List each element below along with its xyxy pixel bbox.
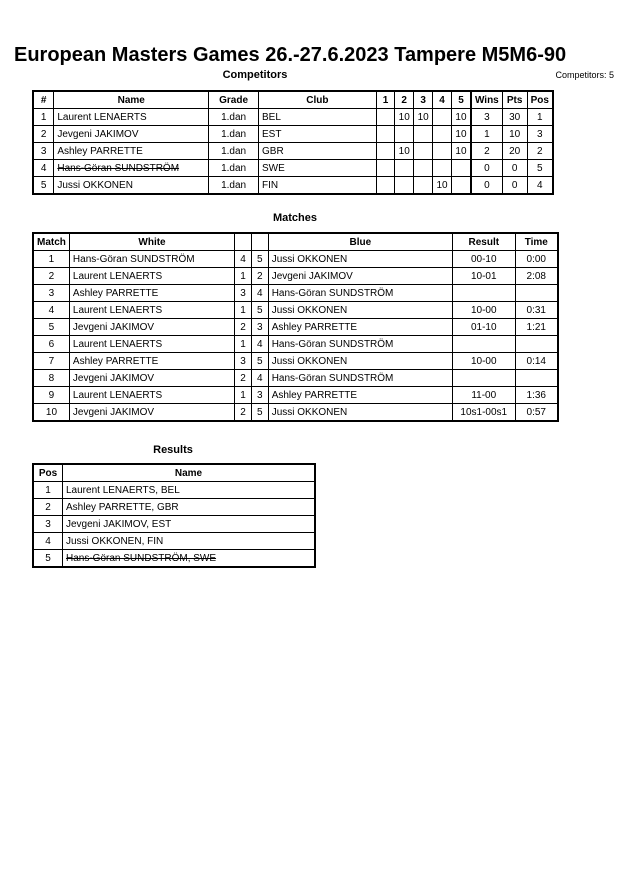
table-row (33, 533, 315, 550)
result-name: Jevgeni JAKIMOV, EST (63, 516, 316, 533)
results-heading: Results (153, 444, 193, 456)
table-row (33, 550, 315, 568)
round-score (433, 160, 452, 177)
match-number: 2 (33, 268, 69, 285)
table-row (33, 499, 315, 516)
result-name: Hans-Göran SUNDSTRÖM, SWE (63, 550, 316, 568)
points: 0 (502, 177, 527, 195)
table-row (33, 353, 558, 370)
round-score (452, 177, 471, 195)
match-number: 3 (33, 285, 69, 302)
wins: 3 (471, 109, 502, 126)
white-competitor: Jevgeni JAKIMOV (69, 370, 234, 387)
col-header: Name (63, 464, 316, 482)
competitor-club: BEL (259, 109, 377, 126)
points: 20 (502, 143, 527, 160)
blue-number: 2 (251, 268, 268, 285)
competitor-name: Laurent LENAERTS (54, 109, 209, 126)
round-score: 10 (433, 177, 452, 195)
page-title: European Masters Games 26.-27.6.2023 Tampere M5M6-90 (14, 44, 567, 66)
match-result: 01-10 (452, 319, 515, 336)
white-competitor: Ashley PARRETTE (69, 353, 234, 370)
competitor-grade: 1.dan (209, 177, 259, 195)
result-position: 4 (33, 533, 63, 550)
match-number: 6 (33, 336, 69, 353)
blue-competitor: Jussi OKKONEN (268, 353, 452, 370)
col-header: Blue (268, 233, 452, 251)
competitor-count: Competitors: 5 (555, 70, 614, 80)
col-header: Pts (502, 91, 527, 109)
blue-number: 4 (251, 336, 268, 353)
match-result: 10-01 (452, 268, 515, 285)
col-header: 3 (414, 91, 433, 109)
table-row (33, 251, 558, 268)
position: 4 (527, 177, 553, 195)
match-number: 8 (33, 370, 69, 387)
match-result: 10-00 (452, 302, 515, 319)
competitors-heading: Competitors (222, 69, 288, 81)
blue-number: 5 (251, 353, 268, 370)
round-score (395, 160, 414, 177)
white-competitor: Jevgeni JAKIMOV (69, 404, 234, 422)
blue-number: 3 (251, 387, 268, 404)
blue-competitor: Jussi OKKONEN (268, 251, 452, 268)
blue-competitor: Jussi OKKONEN (268, 404, 452, 422)
blue-competitor: Hans-Göran SUNDSTRÖM (268, 370, 452, 387)
col-header: 2 (395, 91, 414, 109)
white-number: 2 (235, 319, 252, 336)
match-number: 10 (33, 404, 69, 422)
match-time: 1:36 (515, 387, 558, 404)
match-result (452, 336, 515, 353)
match-time (515, 336, 558, 353)
white-competitor: Ashley PARRETTE (69, 285, 234, 302)
wins: 0 (471, 160, 502, 177)
result-name: Jussi OKKONEN, FIN (63, 533, 316, 550)
table-row (33, 109, 553, 126)
match-number: 7 (33, 353, 69, 370)
white-number: 1 (235, 336, 252, 353)
blue-number: 4 (251, 285, 268, 302)
match-time (515, 285, 558, 302)
results-table (32, 463, 316, 568)
round-score (376, 160, 395, 177)
competitor-grade: 1.dan (209, 160, 259, 177)
table-row (33, 160, 553, 177)
match-number: 1 (33, 251, 69, 268)
round-score (433, 126, 452, 143)
round-score (433, 109, 452, 126)
match-result: 00-10 (452, 251, 515, 268)
col-header: Pos (33, 464, 63, 482)
table-row (33, 370, 558, 387)
table-row (33, 387, 558, 404)
col-header: Result (452, 233, 515, 251)
match-time: 1:21 (515, 319, 558, 336)
competitor-club: FIN (259, 177, 377, 195)
competitors-table (32, 90, 554, 195)
round-score (414, 126, 433, 143)
wins: 0 (471, 177, 502, 195)
table-row (33, 302, 558, 319)
round-score (452, 160, 471, 177)
competitor-name: Jevgeni JAKIMOV (54, 126, 209, 143)
match-time: 0:00 (515, 251, 558, 268)
white-number: 1 (235, 302, 252, 319)
round-score (395, 126, 414, 143)
blue-competitor: Jevgeni JAKIMOV (268, 268, 452, 285)
round-score (395, 177, 414, 195)
matches-table (32, 232, 559, 422)
round-score (433, 143, 452, 160)
match-result (452, 285, 515, 302)
col-header: 4 (433, 91, 452, 109)
white-number: 2 (235, 370, 252, 387)
blue-number: 5 (251, 404, 268, 422)
table-row (33, 177, 553, 195)
position: 5 (527, 160, 553, 177)
match-time: 0:57 (515, 404, 558, 422)
blue-number: 5 (251, 302, 268, 319)
white-competitor: Hans-Göran SUNDSTRÖM (69, 251, 234, 268)
position: 2 (527, 143, 553, 160)
blue-competitor: Hans-Göran SUNDSTRÖM (268, 285, 452, 302)
row-number: 2 (33, 126, 54, 143)
match-result: 11-00 (452, 387, 515, 404)
col-header: 5 (452, 91, 471, 109)
competitor-grade: 1.dan (209, 126, 259, 143)
row-number: 4 (33, 160, 54, 177)
col-header: Club (259, 91, 377, 109)
table-row (33, 143, 553, 160)
row-number: 1 (33, 109, 54, 126)
round-score: 10 (414, 109, 433, 126)
round-score (414, 143, 433, 160)
white-competitor: Laurent LENAERTS (69, 336, 234, 353)
match-time: 2:08 (515, 268, 558, 285)
round-score (376, 143, 395, 160)
blue-competitor: Jussi OKKONEN (268, 302, 452, 319)
competitor-name: Hans-Göran SUNDSTRÖM (54, 160, 209, 177)
white-number: 4 (235, 251, 252, 268)
white-competitor: Laurent LENAERTS (69, 302, 234, 319)
wins: 2 (471, 143, 502, 160)
blue-competitor: Ashley PARRETTE (268, 319, 452, 336)
position: 3 (527, 126, 553, 143)
table-row (33, 126, 553, 143)
table-row (33, 516, 315, 533)
points: 10 (502, 126, 527, 143)
table-row (33, 268, 558, 285)
competitor-club: SWE (259, 160, 377, 177)
result-position: 1 (33, 482, 63, 499)
competitor-grade: 1.dan (209, 143, 259, 160)
white-number: 1 (235, 387, 252, 404)
col-header: Grade (209, 91, 259, 109)
match-number: 9 (33, 387, 69, 404)
match-result: 10s1-00s1 (452, 404, 515, 422)
col-header: 1 (376, 91, 395, 109)
col-header (235, 233, 252, 251)
round-score: 10 (395, 109, 414, 126)
col-header: White (69, 233, 234, 251)
competitor-grade: 1.dan (209, 109, 259, 126)
competitor-club: GBR (259, 143, 377, 160)
white-number: 2 (235, 404, 252, 422)
col-header (251, 233, 268, 251)
match-result: 10-00 (452, 353, 515, 370)
competitor-club: EST (259, 126, 377, 143)
round-score: 10 (452, 143, 471, 160)
blue-number: 3 (251, 319, 268, 336)
blue-competitor: Ashley PARRETTE (268, 387, 452, 404)
position: 1 (527, 109, 553, 126)
col-header: Time (515, 233, 558, 251)
wins: 1 (471, 126, 502, 143)
result-position: 5 (33, 550, 63, 568)
table-row (33, 336, 558, 353)
match-result (452, 370, 515, 387)
col-header: Wins (471, 91, 502, 109)
row-number: 3 (33, 143, 54, 160)
match-time: 0:14 (515, 353, 558, 370)
match-time (515, 370, 558, 387)
match-number: 5 (33, 319, 69, 336)
matches-heading: Matches (272, 212, 318, 224)
blue-number: 5 (251, 251, 268, 268)
table-row (33, 319, 558, 336)
round-score (376, 126, 395, 143)
points: 0 (502, 160, 527, 177)
white-number: 3 (235, 353, 252, 370)
result-name: Ashley PARRETTE, GBR (63, 499, 316, 516)
white-number: 3 (235, 285, 252, 302)
round-score (376, 109, 395, 126)
table-row (33, 285, 558, 302)
round-score: 10 (452, 126, 471, 143)
col-header: Match (33, 233, 69, 251)
blue-number: 4 (251, 370, 268, 387)
round-score (414, 160, 433, 177)
white-number: 1 (235, 268, 252, 285)
competitor-name: Ashley PARRETTE (54, 143, 209, 160)
row-number: 5 (33, 177, 54, 195)
result-position: 3 (33, 516, 63, 533)
match-time: 0:31 (515, 302, 558, 319)
white-competitor: Laurent LENAERTS (69, 387, 234, 404)
table-row (33, 482, 315, 499)
result-name: Laurent LENAERTS, BEL (63, 482, 316, 499)
col-header: # (33, 91, 54, 109)
points: 30 (502, 109, 527, 126)
round-score: 10 (395, 143, 414, 160)
round-score: 10 (452, 109, 471, 126)
col-header: Name (54, 91, 209, 109)
result-position: 2 (33, 499, 63, 516)
blue-competitor: Hans-Göran SUNDSTRÖM (268, 336, 452, 353)
round-score (414, 177, 433, 195)
white-competitor: Laurent LENAERTS (69, 268, 234, 285)
white-competitor: Jevgeni JAKIMOV (69, 319, 234, 336)
col-header: Pos (527, 91, 553, 109)
round-score (376, 177, 395, 195)
match-number: 4 (33, 302, 69, 319)
table-row (33, 404, 558, 422)
competitor-name: Jussi OKKONEN (54, 177, 209, 195)
